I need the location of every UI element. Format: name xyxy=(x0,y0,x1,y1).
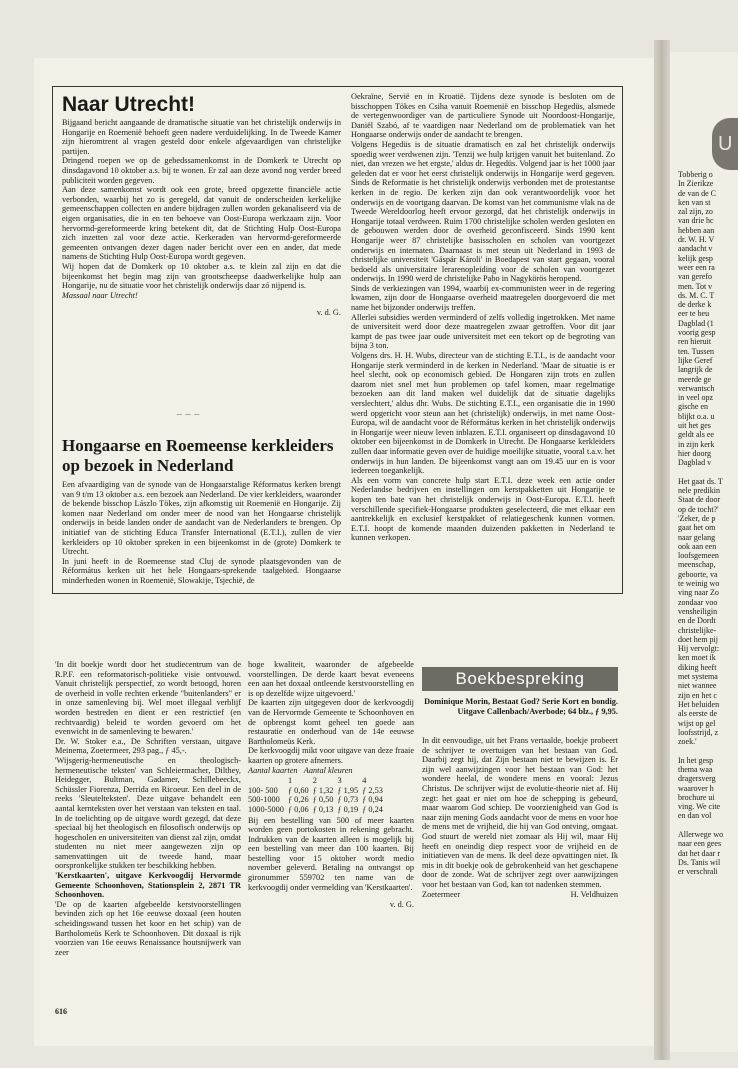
ornament-divider: ∽∽∽ xyxy=(176,410,203,419)
next-page-line: en dan vol xyxy=(678,811,712,821)
next-page-line: naar een gees xyxy=(678,839,722,849)
next-page-line: in zijn kerk xyxy=(678,439,715,449)
table-row: 500-1000 ƒ 0,26 ƒ 0,50 ƒ 0,73 ƒ 0,94 xyxy=(248,795,383,805)
next-page-line: vensheiligin xyxy=(678,606,718,616)
next-page-line: te weinig wo xyxy=(678,579,720,589)
next-page-line: men. Tot v xyxy=(678,281,713,291)
next-page-line: ds. M. C. T xyxy=(678,290,715,300)
page-number: 616 xyxy=(55,1007,67,1016)
next-page-line: niet wannee xyxy=(678,681,717,691)
article-kerkleiders-body xyxy=(62,480,341,586)
next-page-line: kelijk gesp xyxy=(678,253,713,263)
next-page-line: ook aan een xyxy=(678,541,717,551)
paragraph: Allerlei subsidies werden verminderd of zelfs volledig ingetrokken. Met name de universiteit werd door deze maatregelen zwaar getroffen. Voor dit jaar kampt de pas twee jaar oude universiteit met een tekort op de begroting van bijna 3 ton. xyxy=(351,312,615,351)
book-notes-column-1 xyxy=(55,660,241,957)
paragraph: Aan deze samenkomst wordt ook een grote, breed opgezette financiële actie verbonden, waarbij het zo is geregeld, dat vanuit de onderscheiden kerkelijke gemeenschappen collecten en andere bijdragen zullen worden gekanaliseerd via de eigen organisaties, die in en ten behoeve van Oost-Europa werkzaam zijn. Voor hervormd-gereformeerde kring betekent dit, dat de Stichting Hulp Oost-Europa zich inzetten zal voor deze actie. Kerkeraden van hervormd-gereformeerde gemeenten ontvangen dezer dagen nader bericht over een en ander, dat mede namens de Stichting Hulp Oost-Europa wordt gegeven. xyxy=(62,185,341,262)
next-page-line: verwantsch xyxy=(678,383,715,393)
next-page-line: er verschrali xyxy=(678,867,718,877)
next-page-heading: U xyxy=(712,118,738,170)
next-page-line: als eerste de xyxy=(678,709,718,719)
paragraph: Bijgaand bericht aangaande de dramatische situatie van het christelijk onderwijs in Hongarije en Roemenië behoeft geen nadere verduidelijking. In de Tweede Kamer zijn hieromtrent al vragen gesteld door enkele afgevaardigen van christelijke partijen. xyxy=(62,118,341,156)
next-page-text xyxy=(678,170,723,877)
next-page-line: In Zierikze xyxy=(678,179,714,189)
next-page-line: In het gesp xyxy=(678,755,714,765)
next-page-line: gaat het om xyxy=(678,523,716,533)
next-page-line: loofsstrijd, z xyxy=(678,727,718,737)
boekbespreking-banner: Boekbespreking xyxy=(422,667,618,691)
paragraph: De kaarten zijn uitgegeven door de kerkvoogdij van de Hervormde Gemeente te Schoonhoven en de opbrengst komt geheel ten goede aan restauratie en onderhoud van de 14e eeuwse Bartholomeüs Kerk. xyxy=(248,698,414,746)
book-citation: Dominique Morin, Bestaat God? Serie Kort en bondig. Uitgave Callenbach/Averbode; 64 blz., ƒ 9,95. xyxy=(424,697,618,716)
paragraph-slogan: Massaal naar Utrecht! xyxy=(62,290,138,300)
table-header-row: 1 2 3 4 xyxy=(287,776,367,786)
paragraph: 'In dit boekje wordt door het studiecentrum van de R.P.F. een reformatorisch-politieke visie ontvouwd. Vanuit christelijk perspectief, zo wordt betoogd, horen de overheid in volle rechten erkende "buitenlanders" er in onze samenleving bij. Wel moet illegaal verblijf worden bestreden en dient er een restrictief (en rechtvaardig) beleid te worden gevoerd om het evenwicht in de samenleving te bewaren.' xyxy=(55,660,241,737)
next-page-line: zal zijn, zo xyxy=(678,207,713,217)
next-page-line: geboorte, va xyxy=(678,569,718,579)
paragraph: 'Kerstkaarten', uitgave Kerkvoogdij Hervormde Gemeente Schoonhoven, Stationsplein 2, 2871 TR Schoonhoven. xyxy=(55,871,241,900)
paragraph: Dr. W. Stoker e.a., De Schriften verstaan, uitgave Meinema, Zoetermeer, 293 pag., ƒ 45,-. xyxy=(55,736,241,756)
table-row: 100- 500 ƒ 0,60 ƒ 1,32 ƒ 1,95 ƒ 2,53 xyxy=(248,785,383,795)
next-page-line: thema waa xyxy=(678,765,713,774)
next-page-line: ren hieruit xyxy=(678,337,712,347)
next-page-line: meenschap, xyxy=(678,560,716,570)
book-notes-column-2 xyxy=(248,660,414,910)
next-page-line: dat het daar r xyxy=(678,848,720,858)
next-page-line: langrijk de xyxy=(678,365,713,375)
paragraph: 'Wijsgerig-hermeneutische en theologisch-hermeneutische teksten' van Schleiermacher, Dilthey, Heidegger, Bultman, Gadamer, Schillebeeckx, Schüssler Fiorenza, Derrida en Ricoeur. Een deel in de reeks 'Sleutelteksten'. Deze uitgave behandelt een aantal kernteksten over het verstaan van teksten en taal. In de toelichting op de uitgave wordt gezegd, dat deze speciaal bij het theologisch en filosofisch onderwijs op hogescholen en universiteiten van dienst zal zijn, omdat studenten nu niet meer aangewezen zijn op samenvattingen uit de tweede hand, maar oorspronkelijke stukken ter beschikking hebben. xyxy=(55,755,241,871)
next-page-line: christelijke- xyxy=(678,625,717,635)
next-page-line: van drie hc xyxy=(678,216,714,226)
next-page-line: brochure ui xyxy=(678,792,715,802)
next-page-line: Tobberig o xyxy=(678,170,713,179)
paragraph: Een afvaardiging van de synode van de Hongaarstalige Réformatus kerken brengt van 9 t/m 13 oktober a.s. een bezoek aan Nederland. De vier kerkleiders, waaronder de bekende bisschop Lászlo Tökes, zijn afkomstig uit Roemenië en Hongarije. Zij komen naar Nederland om onder meer de nood van het Hongaarse christelijk onderwijs in beide landen onder de aandacht van de Nederlanders te brengen. Op initiatief van de stichting Educa Transfer International (E.T.I.), zullen de vier kerkleiders op 10 oktober spreken in een bijeenkomst in de (grote) Domkerk te Utrecht. xyxy=(62,480,341,557)
paragraph: 'De op de kaarten afgebeelde kerstvoorstellingen bevinden zich op het 16e eeuwse doxaal (een houten scheidingswand tussen het koor en het schip) van de Bartholomeüs Kerk te Schoonhoven. Dit doxaal is rijk voorzien van 16e eeuws Renaissance houtsnijwerk van zeer xyxy=(55,899,241,957)
next-page-line: 'Zeker, de p xyxy=(678,513,716,523)
author-signature: v. d. G. xyxy=(316,308,341,318)
next-page-line: zoek.' xyxy=(678,737,697,747)
paragraph: hoge kwaliteit, waaronder de afgebeelde voorstellingen. De derde kaart bevat eveneens een aan het doxaal ontleende kerstvoorstelling en is op dezelfde wijze uitgevoerd.' xyxy=(248,660,414,698)
paragraph: In juni heeft in de Roemeense stad Cluj de synode plaatsgevonden van de Réformátus kerken uit het hele Hongaars-sprekende taalgebied. Hongaarse minderheden wonen in Roemenië, Slowakije, Tsjechië, de xyxy=(62,556,341,585)
article-title-kerkleiders: Hongaarse en Roemeense kerkleiders op bezoek in Nederland xyxy=(62,436,334,475)
table-row: 1000-5000 ƒ 0,06 ƒ 0,13 ƒ 0,19 ƒ 0,24 xyxy=(248,804,383,814)
next-page-line: ten. Tussen xyxy=(678,346,715,356)
next-page-line: dr. W. H. V xyxy=(678,235,715,245)
price-table xyxy=(248,776,387,814)
next-page-line: naar gelang xyxy=(678,532,716,542)
next-page-line: Allerwege wo xyxy=(678,830,724,840)
next-page-line: Ds. Tanis wil xyxy=(678,857,721,867)
next-page-line: zondaar voo xyxy=(678,597,718,607)
next-page-line: met systema xyxy=(678,672,718,682)
next-page-line: de van de C xyxy=(678,188,716,198)
next-page-line: ken moet ik xyxy=(678,653,716,663)
next-page-line: wijst op gel xyxy=(678,718,716,728)
next-page-line: hebben aan xyxy=(678,225,715,235)
next-page-line: nele predikin xyxy=(678,486,720,496)
next-page-line: van gerefo xyxy=(678,272,712,282)
next-page-line xyxy=(678,746,723,755)
next-page-line: Dagblad (1 xyxy=(678,318,714,328)
review-author: H. Veldhuizen xyxy=(570,889,618,899)
article-title-utrecht: Naar Utrecht! xyxy=(62,93,196,116)
next-page-line xyxy=(678,468,723,477)
next-page-line: Het beluiden xyxy=(678,699,720,709)
price-table-heading: Aantal kaarten Aantal kleuren xyxy=(248,765,353,775)
next-page-line: dragersverg xyxy=(678,774,716,784)
next-page-line: Staat de door xyxy=(678,495,721,505)
next-page-line: weer een ra xyxy=(678,262,715,272)
next-page-line: waarover h xyxy=(678,783,714,793)
next-page-line: geldt als ee xyxy=(678,430,714,440)
next-page-line: Dagblad v xyxy=(678,458,712,468)
next-page-line: blijkt o.a. u xyxy=(678,411,715,421)
author-signature: v. d. G. xyxy=(389,900,414,910)
next-page-line: de derke k xyxy=(678,300,712,310)
paragraph: Wij hopen dat de Domkerk op 10 oktober a.s. te klein zal zijn en dat die bijeenkomst het begin mag zijn van grootscheepse daadwerkelijke hulp aan Hongarije, nu de situatie voor het christelijk onderwijs daar zó nijpend is. xyxy=(62,261,341,291)
next-page-line: meerde ge xyxy=(678,374,712,384)
paragraph: In dit eenvoudige, uit het Frans vertaalde, boekje probeert de schrijver te overtuigen van het bestaan van God. Daarbij zegt hij, dat Zijn bestaan niet te bewijzen is. Er zijn wel aanwijzingen voor het bestaan van God: het wondere heelal, de wondere mens en vooral: Jezus Christus. De schrijver wijst de evolutie-theorie niet af. Hij zegt: het gaat er niet om hoe de schepping is gebeurd, maar waarom God schiep. De voorzienigheid van God is naar zijn mening Gods aandacht voor de mens en voor hoe de mens met de vrijheid, die hij van God ontving, omgaat. God stuurt de wereld niet zomaar als Hij wil, maar Hij heeft en oneindig diep respect voor de vrijheid en de initiatieven van de mens. Ik deel deze opvattingen niet. Ik mis in dit boekje ook de gebrokenheid van het geschapene door de zonde. Wat de schrijver zegt over aanwijzingen voor het bestaan van God, kan tot nadenken stemmen. xyxy=(422,736,618,889)
next-page-line: aandacht v xyxy=(678,244,713,254)
next-page-line: lijke Geref xyxy=(678,355,713,365)
book-review-body xyxy=(422,736,618,899)
paragraph: Oekraïne, Servië en in Kroatië. Tijdens deze synode is besloten om de bisschoppen Tökes en Csiha vanuit Roemenië en bisschop Hegedüs, alsmede de vertegenwoordiger van de particuliere Synode uit Noordoost-Hongarije, Daniël Szabó, af te vaardigen naar Nederland om de problematiek van het Hongaarse onderwijs onder de aandacht te brengen. xyxy=(351,92,615,140)
next-page-line: diking heeft xyxy=(678,662,717,672)
next-page-line: Hij vervolgt: xyxy=(678,644,720,654)
next-page-line xyxy=(678,821,723,830)
next-page-line: doet hem pij xyxy=(678,634,718,644)
article-kerkleiders-continued xyxy=(351,92,615,543)
next-page-line: uit het ges xyxy=(678,421,711,431)
review-footer xyxy=(422,890,618,900)
next-page-line: loofsgemeen xyxy=(678,551,719,561)
book-spine xyxy=(654,40,670,1060)
paragraph: Volgens Hegedüs is de situatie dramatisch en zal het christelijk onderwijs spoedig weer verdwenen zijn. 'Tenzij we hulp krijgen vanuit het buitenland. Zo niet, dan vrezen we het ergste,' aldus dr. Hegedüs. Volgend jaar is het 1000 jaar geleden dat er voor het eerst christelijk onderwijs in Hongarije werd gegeven. Sinds de Reformatie is het christelijk onderwijs verbonden met de protestantse kerken in de regio. De kerken zijn dan ook verantwoordelijk voor het onderwijs en de voortgang daarvan. De komst van het communisme vlak na de Tweede Wereldoorlog heeft ervoor gezorgd, dat het christelijk onderwijs in Hongarije totaal verdween. Ruim 1700 christelijke scholen werden gesloten en de gebouwen werden door de overheid geconfisceerd. Sinds 1990 kent Hongarije weer 87 christelijke basisscholen en scholen van voortgezet onderwijs en internaten. Daarnaast is met steun uit Nederland in 1993 de christelijke universiteit 'Gáspár Károli' in Boedapest van start gegaan, vooral bedoeld als universitaire lerarenopleiding voor de scholen van voortgezet onderwijs. In 1990 werd de christelijke Pabo in Nagykörös heropend. xyxy=(351,139,615,284)
next-page-line: zijn en het c xyxy=(678,690,717,700)
next-page-line: gische en xyxy=(678,402,708,412)
next-page-line: hier doorg xyxy=(678,448,711,458)
next-page-line: op de tocht?' xyxy=(678,504,719,514)
paragraph: Dringend roepen we op de gebedssamenkomst in de Domkerk te Utrecht op dinsdagavond 10 oktober a.s. bij te wonen. Er zal aan deze avond nog verder breed publiciteit worden gegeven. xyxy=(62,156,341,185)
next-page-line: in veel opz xyxy=(678,393,714,403)
next-page-line: en de Dordt xyxy=(678,616,716,626)
paragraph: Volgens drs. H. H. Wubs, directeur van de stichting E.T.I., is de aandacht voor Hongarije sterk verminderd in de kerken in Nederland. 'Maar de situatie is er heel slecht, ook op economisch gebied. De Hongaren zijn trots en zullen daarom niet snel met hun problemen op tafel komen, maar regelmatige bezoeken aan dit land maken wel duidelijk dat de situatie dagelijks verslechtert,' aldus dhr. Wubs. De stichting E.T.I., een organisatie die in 1990 werd opgericht voor steun aan het (christelijk) onderwijs, in met name Oost-Europa, wil de aandacht voor de Réformátus kerken in het christelijk onderwijs in Hongarije weer nieuw leven inblazen. E.T.I. organiseert op dinsdagavond 10 oktober een bijeenkomst in de Domkerk in Utrecht. De Hongaarse kerkleiders zullen daar informatie geven over de huidige moeilijke situatie, vooral t.a.v. het onderwijs in hun landen. De bijeenkomst vangt aan om 19.45 uur en is voor iedereen toegankelijk. xyxy=(351,351,615,476)
next-page-line: voorig gesp xyxy=(678,328,716,338)
next-page-fragment xyxy=(670,52,738,1052)
next-page-line: ving. We cite xyxy=(678,802,721,812)
paragraph: Sinds de verkiezingen van 1994, waarbij ex-communisten weer in de regering kwamen, zijn door de Hongaarse overheid maatregelen doorgevoerd die met name het bijzonder onderwijs treffen. xyxy=(351,283,615,313)
review-place: Zoetermeer xyxy=(422,889,461,899)
paragraph: Als een vorm van concrete hulp start E.T.I. deze week een actie onder Nederlandse bedrijven en instellingen om kerstpakketten uit Hongarije te kopen ten bate van het christelijk onderwijs in Oost-Europa. E.T.I. heeft verschillende specifiek-Hongaarse produkten geselecteerd, die met elkaar een aantrekkelijk en exclusief kerstpakket of relatiegeschenk kunnen vormen. E.T.I. hoopt de komende maanden duizenden pakketten in Nederland te kunnen verkopen. xyxy=(351,475,615,543)
next-page-line: ving naar Zo xyxy=(678,588,719,598)
paragraph: Bij een bestelling van 500 of meer kaarten worden geen portokosten in rekening gebracht. Indrukken van de kaarten alleen is mogelijk bij een bestelling van meer dan 100 kaarten. Bij bestelling voor 15 oktober wordt medio november geleverd. Betaling na ontvangst op gironummer 559702 ten name van de kerkvoogdij onder vermelding van 'Kerstkaarten'. xyxy=(248,815,414,892)
paragraph: De kerkvoogdij mikt voor uitgave van deze fraaie kaarten op grotere afnemers. xyxy=(248,746,414,765)
next-page-line: ken van st xyxy=(678,197,711,207)
next-page-line: Het gaat ds. T xyxy=(678,476,723,486)
article-utrecht-body xyxy=(62,118,341,318)
next-page-line: eer te beu xyxy=(678,309,710,319)
